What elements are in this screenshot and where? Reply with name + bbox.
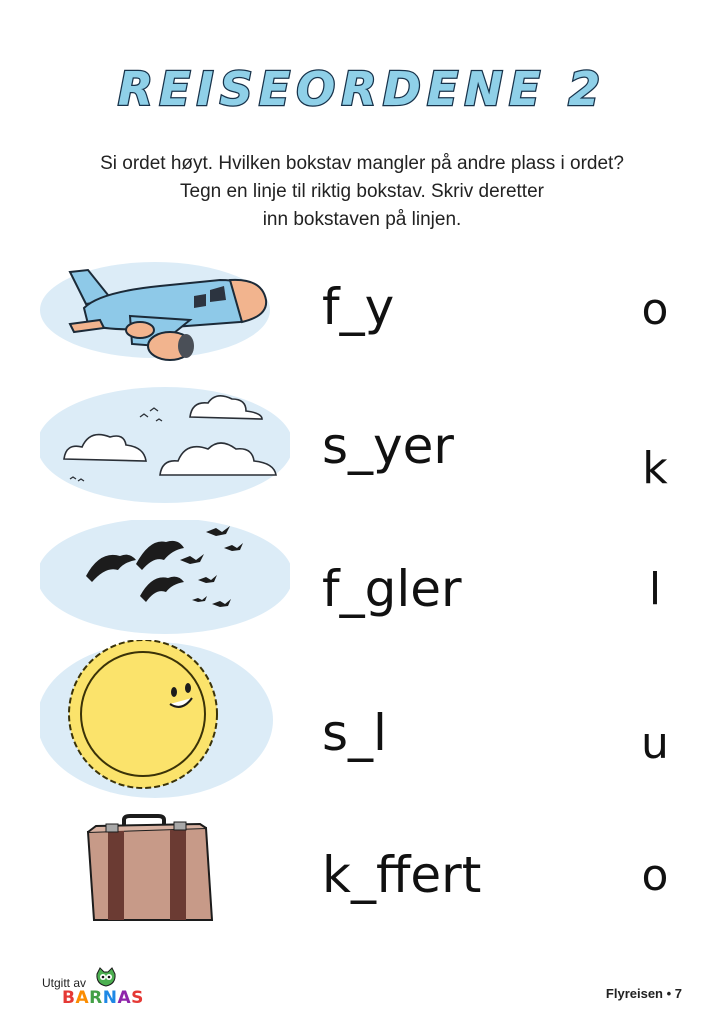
letter-option-2[interactable]: k xyxy=(642,443,668,494)
sun-icon xyxy=(40,640,290,800)
exercise-row-birds xyxy=(0,520,724,640)
page-number: Flyreisen • 7 xyxy=(605,986,682,1001)
exercise-row-airplane xyxy=(0,250,724,370)
airplane-icon xyxy=(40,250,290,370)
clouds-icon xyxy=(40,385,290,505)
publisher-logo xyxy=(40,972,170,1012)
owl-mascot-icon xyxy=(94,966,118,988)
publisher-label: Utgitt av xyxy=(42,976,87,990)
page-title: REISEORDENE 2 xyxy=(117,62,607,116)
letter-option-3[interactable]: l xyxy=(648,564,662,615)
word-fugler: f_gler xyxy=(322,560,462,618)
exercise-row-sun xyxy=(0,640,724,769)
letter-option-4[interactable]: u xyxy=(641,718,669,769)
word-sol: s_l xyxy=(322,704,387,762)
word-skyer: s_yer xyxy=(322,417,454,475)
letter-option-5[interactable]: o xyxy=(641,850,669,901)
suitcase-icon xyxy=(40,810,290,930)
exercise-row-suitcase xyxy=(0,810,724,930)
letter-option-1[interactable]: o xyxy=(641,284,669,335)
instruction-line-2: Tegn en linje til riktig bokstav. Skriv deretter xyxy=(180,181,544,202)
word-koffert: k_ffert xyxy=(322,846,482,904)
word-fly: f_y xyxy=(322,278,395,336)
brand-logo: BARNAS xyxy=(62,988,144,1008)
birds-icon xyxy=(40,520,290,640)
instruction-line-3: inn bokstaven på linjen. xyxy=(262,209,462,230)
instruction-line-1: Si ordet høyt. Hvilken bokstav mangler på andre plass i ordet? xyxy=(100,153,624,174)
exercise-row-clouds xyxy=(0,385,724,505)
